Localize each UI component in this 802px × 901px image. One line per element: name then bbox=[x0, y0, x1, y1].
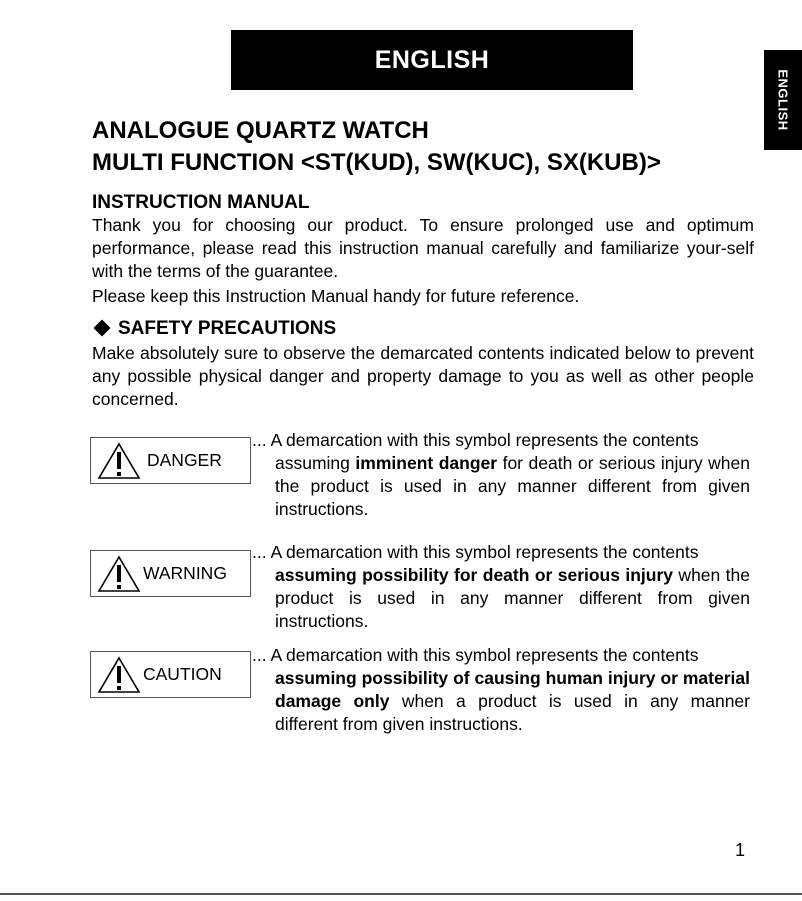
language-banner bbox=[231, 30, 633, 90]
document-title bbox=[92, 115, 762, 179]
caution-label: CAUTION bbox=[143, 664, 222, 684]
danger-label: DANGER bbox=[147, 450, 222, 470]
caution-body-text bbox=[252, 667, 750, 736]
danger-bold-text: imminent danger bbox=[355, 453, 498, 473]
danger-lead-text: ... A demarcation with this symbol represents the contents bbox=[252, 430, 699, 450]
safety-precautions-heading bbox=[92, 318, 336, 340]
safety-paragraph bbox=[92, 342, 754, 411]
danger-pre-text: assuming bbox=[275, 453, 356, 473]
warning-triangle-icon bbox=[97, 555, 141, 593]
title-line-1: ANALOGUE QUARTZ WATCH bbox=[92, 117, 429, 144]
caution-post-text: when a product is used in any manner different from given instructions. bbox=[275, 691, 750, 734]
caution-symbol-box bbox=[90, 651, 251, 698]
danger-body-text bbox=[252, 452, 750, 521]
caution-description bbox=[252, 644, 750, 736]
caution-lead-text: ... A demarcation with this symbol represents the contents bbox=[252, 645, 699, 665]
bottom-divider bbox=[0, 893, 802, 895]
keep-manual-paragraph: Please keep this Instruction Manual handy for future reference. bbox=[92, 286, 580, 306]
diamond-bullet-icon bbox=[94, 319, 111, 336]
warning-symbol-box bbox=[90, 550, 251, 597]
title-line-2: MULTI FUNCTION <ST(KUD), SW(KUC), SX(KUB)> bbox=[92, 149, 661, 176]
instruction-manual-text bbox=[92, 214, 754, 308]
safety-heading-text: SAFETY PRECAUTIONS bbox=[118, 318, 337, 339]
warning-triangle-icon bbox=[97, 442, 141, 480]
warning-triangle-icon bbox=[97, 656, 141, 694]
safety-paragraph-text: Make absolutely sure to observe the demarcated contents indicated below to prevent any possible physical danger and property damage to you as well as other people concerned. bbox=[92, 343, 754, 409]
intro-paragraph: Thank you for choosing our product. To ensure prolonged use and optimum performance, please read this instruction manual carefully and familiarize your-self with the terms of the guarantee. bbox=[92, 215, 754, 281]
side-language-tab bbox=[764, 50, 802, 150]
warning-label: WARNING bbox=[143, 563, 227, 583]
danger-symbol-box bbox=[90, 437, 251, 484]
danger-post-text: for death or serious injury when the product is used in any manner different from given instructions. bbox=[275, 453, 750, 519]
warning-body-text bbox=[252, 564, 750, 633]
side-tab-label: ENGLISH bbox=[775, 69, 791, 131]
warning-lead-text: ... A demarcation with this symbol represents the contents bbox=[252, 542, 699, 562]
caution-bold-text: assuming possibility of causing human injury or material damage only bbox=[275, 668, 750, 711]
warning-bold-text: assuming possibility for death or serious injury bbox=[275, 565, 674, 585]
warning-description bbox=[252, 541, 750, 633]
language-banner-label: ENGLISH bbox=[374, 45, 490, 74]
danger-description bbox=[252, 429, 750, 521]
warning-post-text: when the product is used in any manner different from given instructions. bbox=[275, 565, 750, 631]
instruction-manual-heading: INSTRUCTION MANUAL bbox=[92, 192, 310, 213]
page-number: 1 bbox=[735, 840, 746, 860]
